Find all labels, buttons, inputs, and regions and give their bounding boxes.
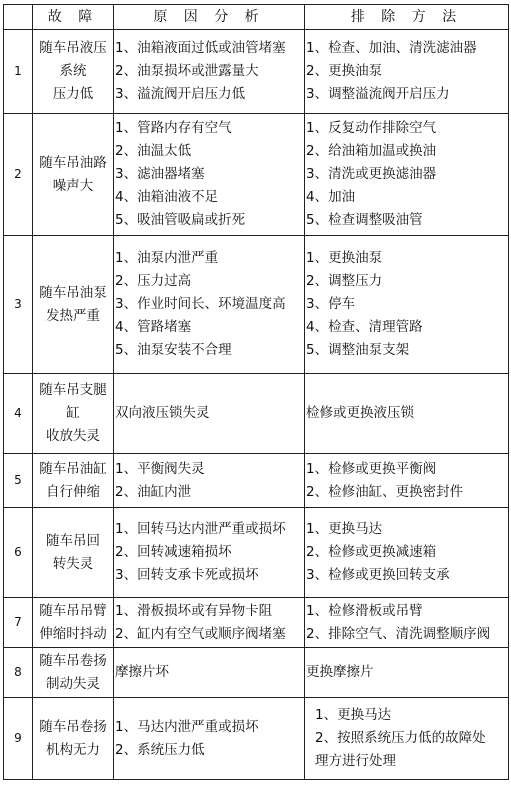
cause-line: 4、管路堵塞 xyxy=(115,319,192,335)
row-number: 8 xyxy=(4,648,33,698)
cause-line: 1、油泵内泄严重 xyxy=(115,250,219,266)
fault-cell xyxy=(33,236,114,374)
table-body xyxy=(4,30,509,780)
remedy-line: 1、检修或更换平衡阀 xyxy=(306,460,437,477)
fault-cell xyxy=(33,508,114,598)
cause-line: 2、油温太低 xyxy=(115,143,192,159)
fault-line: 自行伸缩 xyxy=(46,483,100,500)
remedy-cell xyxy=(305,508,509,598)
row-number: 6 xyxy=(4,508,33,598)
remedy-cell xyxy=(305,114,509,236)
header-fault: 故 障 xyxy=(33,5,114,30)
cause-line: 5、油泵安装不合理 xyxy=(115,342,232,358)
cause-line: 3、作业时间长、环境温度高 xyxy=(115,296,286,312)
row-number: 5 xyxy=(4,454,33,508)
cause-line: 2、回转减速箱损坏 xyxy=(115,544,232,560)
cause-line: 3、回转支承卡死或损坏 xyxy=(115,567,259,583)
cause-line: 5、吸油管吸扁或折死 xyxy=(115,212,246,228)
cause-line: 2、缸内有空气或顺序阀堵塞 xyxy=(115,625,286,642)
fault-table xyxy=(3,4,509,780)
remedy-line: 3、停车 xyxy=(306,296,356,312)
remedy-line: 1、更换马达 xyxy=(306,521,383,537)
remedy-cell xyxy=(305,236,509,374)
cause-line: 2、压力过高 xyxy=(115,273,192,289)
fault-line: 随车吊油泵 xyxy=(39,284,107,301)
row-number: 4 xyxy=(4,374,33,454)
fault-line: 转失灵 xyxy=(52,555,94,572)
table-row xyxy=(4,598,509,648)
table-row xyxy=(4,454,509,508)
cause-line: 1、平衡阀失灵 xyxy=(115,460,205,477)
row-number: 7 xyxy=(4,598,33,648)
fault-line: 随车吊油缸 xyxy=(39,460,107,477)
cause-line: 3、溢流阀开启压力低 xyxy=(115,86,246,102)
table-row xyxy=(4,114,509,236)
remedy-cell xyxy=(305,30,509,114)
cause-line: 1、管路内存有空气 xyxy=(115,120,232,136)
fault-line: 系统 xyxy=(59,63,87,79)
fault-line: 随车吊油路 xyxy=(39,154,107,171)
cause-line: 2、系统压力低 xyxy=(115,741,205,758)
fault-cell xyxy=(33,374,114,454)
cause-cell xyxy=(114,698,305,780)
cause-line: 1、滑板损坏或有异物卡阻 xyxy=(115,602,273,619)
fault-line: 收放失灵 xyxy=(46,428,100,444)
cause-line: 1、油箱液面过低或油管堵塞 xyxy=(115,40,286,56)
table-row xyxy=(4,236,509,374)
remedy-line: 2、按照系统压力低的故障处 xyxy=(315,730,486,746)
row-number: 3 xyxy=(4,236,33,374)
remedy-cell xyxy=(305,454,509,508)
table-row xyxy=(4,648,509,698)
fault-cell xyxy=(33,598,114,648)
remedy-cell xyxy=(305,648,509,698)
header-cause: 原 因 分 析 xyxy=(114,5,305,30)
fault-line: 机构无力 xyxy=(46,741,100,758)
remedy-line: 更换摩擦片 xyxy=(306,664,374,680)
remedy-line: 3、清洗或更换滤油器 xyxy=(306,166,437,182)
remedy-line: 3、调整溢流阀开启压力 xyxy=(306,86,450,102)
remedy-cell xyxy=(305,374,509,454)
remedy-line: 5、调整油泵支架 xyxy=(306,342,410,358)
remedy-cell xyxy=(305,698,509,780)
cause-line: 摩擦片坏 xyxy=(115,664,169,680)
cause-cell xyxy=(114,648,305,698)
table-row xyxy=(4,698,509,780)
cause-line: 1、回转马达内泄严重或损坏 xyxy=(115,521,286,537)
remedy-line: 检修或更换液压锁 xyxy=(306,405,414,421)
remedy-line: 4、加油 xyxy=(306,189,356,205)
fault-line: 随车吊卷扬 xyxy=(39,718,107,735)
cause-line: 双向液压锁失灵 xyxy=(115,405,210,421)
fault-line: 伸缩时抖动 xyxy=(39,625,107,642)
remedy-line: 4、检查、清理管路 xyxy=(306,319,423,335)
fault-line: 随车吊吊臂 xyxy=(39,602,107,619)
fault-line: 制动失灵 xyxy=(46,675,100,692)
cause-cell xyxy=(114,598,305,648)
cause-line: 2、油缸内泄 xyxy=(115,483,192,500)
header-row xyxy=(4,5,509,30)
remedy-line: 1、反复动作排除空气 xyxy=(306,120,437,136)
header-index xyxy=(4,5,33,30)
table-row xyxy=(4,374,509,454)
cause-cell xyxy=(114,114,305,236)
cause-cell xyxy=(114,374,305,454)
header-remedy: 排 除 方 法 xyxy=(305,5,509,30)
remedy-line: 2、检修或更换减速箱 xyxy=(306,544,437,560)
fault-line: 发热严重 xyxy=(46,307,100,324)
fault-cell xyxy=(33,454,114,508)
remedy-line: 2、更换油泵 xyxy=(306,63,383,79)
remedy-line: 3、检修或更换回转支承 xyxy=(306,567,450,583)
fault-line: 缸 xyxy=(66,405,80,421)
row-number: 1 xyxy=(4,30,33,114)
fault-line: 随车吊液压 xyxy=(39,40,107,56)
cause-line: 2、油泵损坏或泄露量大 xyxy=(115,63,259,79)
cause-cell xyxy=(114,454,305,508)
cause-line: 4、油箱油液不足 xyxy=(115,189,219,205)
fault-line: 噪声大 xyxy=(52,177,94,194)
fault-cell xyxy=(33,698,114,780)
remedy-line: 1、检修滑板或吊臂 xyxy=(306,602,423,619)
cause-line: 3、滤油器堵塞 xyxy=(115,166,205,182)
fault-line: 随车吊支腿 xyxy=(39,382,107,398)
cause-cell xyxy=(114,30,305,114)
remedy-line: 1、更换马达 xyxy=(315,707,392,723)
cause-cell xyxy=(114,508,305,598)
remedy-line: 2、给油箱加温或换油 xyxy=(306,143,437,159)
table-row xyxy=(4,508,509,598)
remedy-line: 1、检查、加油、清洗滤油器 xyxy=(306,40,477,56)
remedy-line: 5、检查调整吸油管 xyxy=(306,212,423,228)
fault-cell xyxy=(33,30,114,114)
fault-line: 随车吊卷扬 xyxy=(39,652,107,669)
remedy-line: 理方进行处理 xyxy=(315,753,396,769)
row-number: 2 xyxy=(4,114,33,236)
fault-cell xyxy=(33,648,114,698)
remedy-cell xyxy=(305,598,509,648)
remedy-line: 1、更换油泵 xyxy=(306,250,383,266)
fault-line: 随车吊回 xyxy=(46,532,100,549)
cause-cell xyxy=(114,236,305,374)
fault-line: 压力低 xyxy=(52,86,94,102)
remedy-line: 2、调整压力 xyxy=(306,273,383,289)
cause-line: 1、马达内泄严重或损坏 xyxy=(115,718,259,735)
row-number: 9 xyxy=(4,698,33,780)
table-row xyxy=(4,30,509,114)
remedy-line: 2、检修油缸、更换密封件 xyxy=(306,483,464,500)
remedy-line: 2、排除空气、清洗调整顺序阀 xyxy=(306,625,491,642)
fault-cell xyxy=(33,114,114,236)
